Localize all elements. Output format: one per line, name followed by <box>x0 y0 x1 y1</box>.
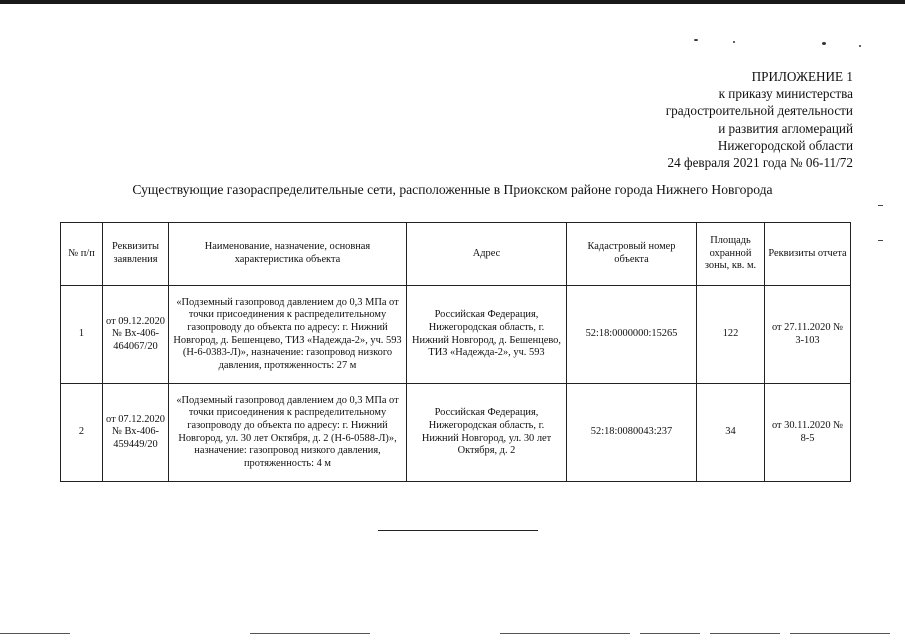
appendix-line: Нижегородской области <box>717 137 853 153</box>
scan-bottom-rule <box>250 633 370 634</box>
appendix-block <box>666 68 853 171</box>
scan-speck <box>878 240 883 241</box>
scan-speck <box>859 45 861 47</box>
scan-speck <box>878 205 883 206</box>
header-description: Наименование, назначение, основная характеристика объекта <box>169 223 407 286</box>
cell-report: от 27.11.2020 № 3-103 <box>765 286 851 384</box>
appendix-line: и развития агломераций <box>718 120 853 136</box>
cell-application: от 09.12.2020 № Вх-406-464067/20 <box>103 286 169 384</box>
cell-report: от 30.11.2020 № 8-5 <box>765 384 851 482</box>
appendix-order-date: 24 февраля 2021 года № 06-11/72 <box>667 155 853 171</box>
cell-address: Российская Федерация, Нижегородская область, г. Нижний Новгород, д. Бешенцево, ТИЗ «Надежда-2», уч. 593 <box>407 286 567 384</box>
scan-top-border <box>0 0 905 4</box>
gas-network-table <box>60 222 851 482</box>
scan-bottom-rule <box>710 633 780 634</box>
header-application: Реквизиты заявления <box>103 223 169 286</box>
scan-bottom-rule <box>790 633 890 634</box>
cell-application: от 07.12.2020 № Вх-406-459449/20 <box>103 384 169 482</box>
scan-bottom-rule <box>640 633 700 634</box>
cell-area: 34 <box>697 384 765 482</box>
cell-number: 2 <box>61 384 103 482</box>
cell-description: «Подземный газопровод давлением до 0,3 МПа от точки присоединения к распределительному газопроводу до объекта по адресу: г. Нижний Новгород, д. Бешенцево, ТИЗ «Надежда-2», уч. 593 (Н-6-0383-Л)», назначение: газопровод низкого давления, протяженность: 27 м <box>169 286 407 384</box>
scan-bottom-rule <box>0 633 70 634</box>
header-address: Адрес <box>407 223 567 286</box>
scan-speck <box>822 42 826 45</box>
table-row <box>61 286 851 384</box>
cell-cadastral: 52:18:0000000:15265 <box>567 286 697 384</box>
appendix-heading: ПРИЛОЖЕНИЕ 1 <box>751 69 853 84</box>
scan-speck <box>694 39 698 41</box>
cell-address: Российская Федерация, Нижегородская область, г. Нижний Новгород, ул. 30 лет Октября, д. 2 <box>407 384 567 482</box>
scan-speck <box>733 41 735 43</box>
appendix-line: к приказу министерства <box>718 86 853 102</box>
table-header-row <box>61 223 851 286</box>
header-report: Реквизиты отчета <box>765 223 851 286</box>
header-area: Площадь охранной зоны, кв. м. <box>697 223 765 286</box>
appendix-line: градостроительной деятельности <box>665 103 853 119</box>
scan-bottom-rule <box>500 633 630 634</box>
document-title: Существующие газораспределительные сети, расположенные в Приокском районе города Нижнего Новгорода <box>132 182 773 197</box>
cell-description: «Подземный газопровод давлением до 0,3 МПа от точки присоединения к распределительному газопроводу до объекта по адресу: г. Нижний Новгород, ул. 30 лет Октября, д. 2 (Н-6-0588-Л)», назначение: газопровод низкого давления, протяженность: 4 м <box>169 384 407 482</box>
header-number: № п/п <box>61 223 103 286</box>
table-row <box>61 384 851 482</box>
cell-cadastral: 52:18:0080043:237 <box>567 384 697 482</box>
cell-area: 122 <box>697 286 765 384</box>
cell-number: 1 <box>61 286 103 384</box>
header-cadastral: Кадастровый номер объекта <box>567 223 697 286</box>
signature-divider <box>378 530 538 531</box>
